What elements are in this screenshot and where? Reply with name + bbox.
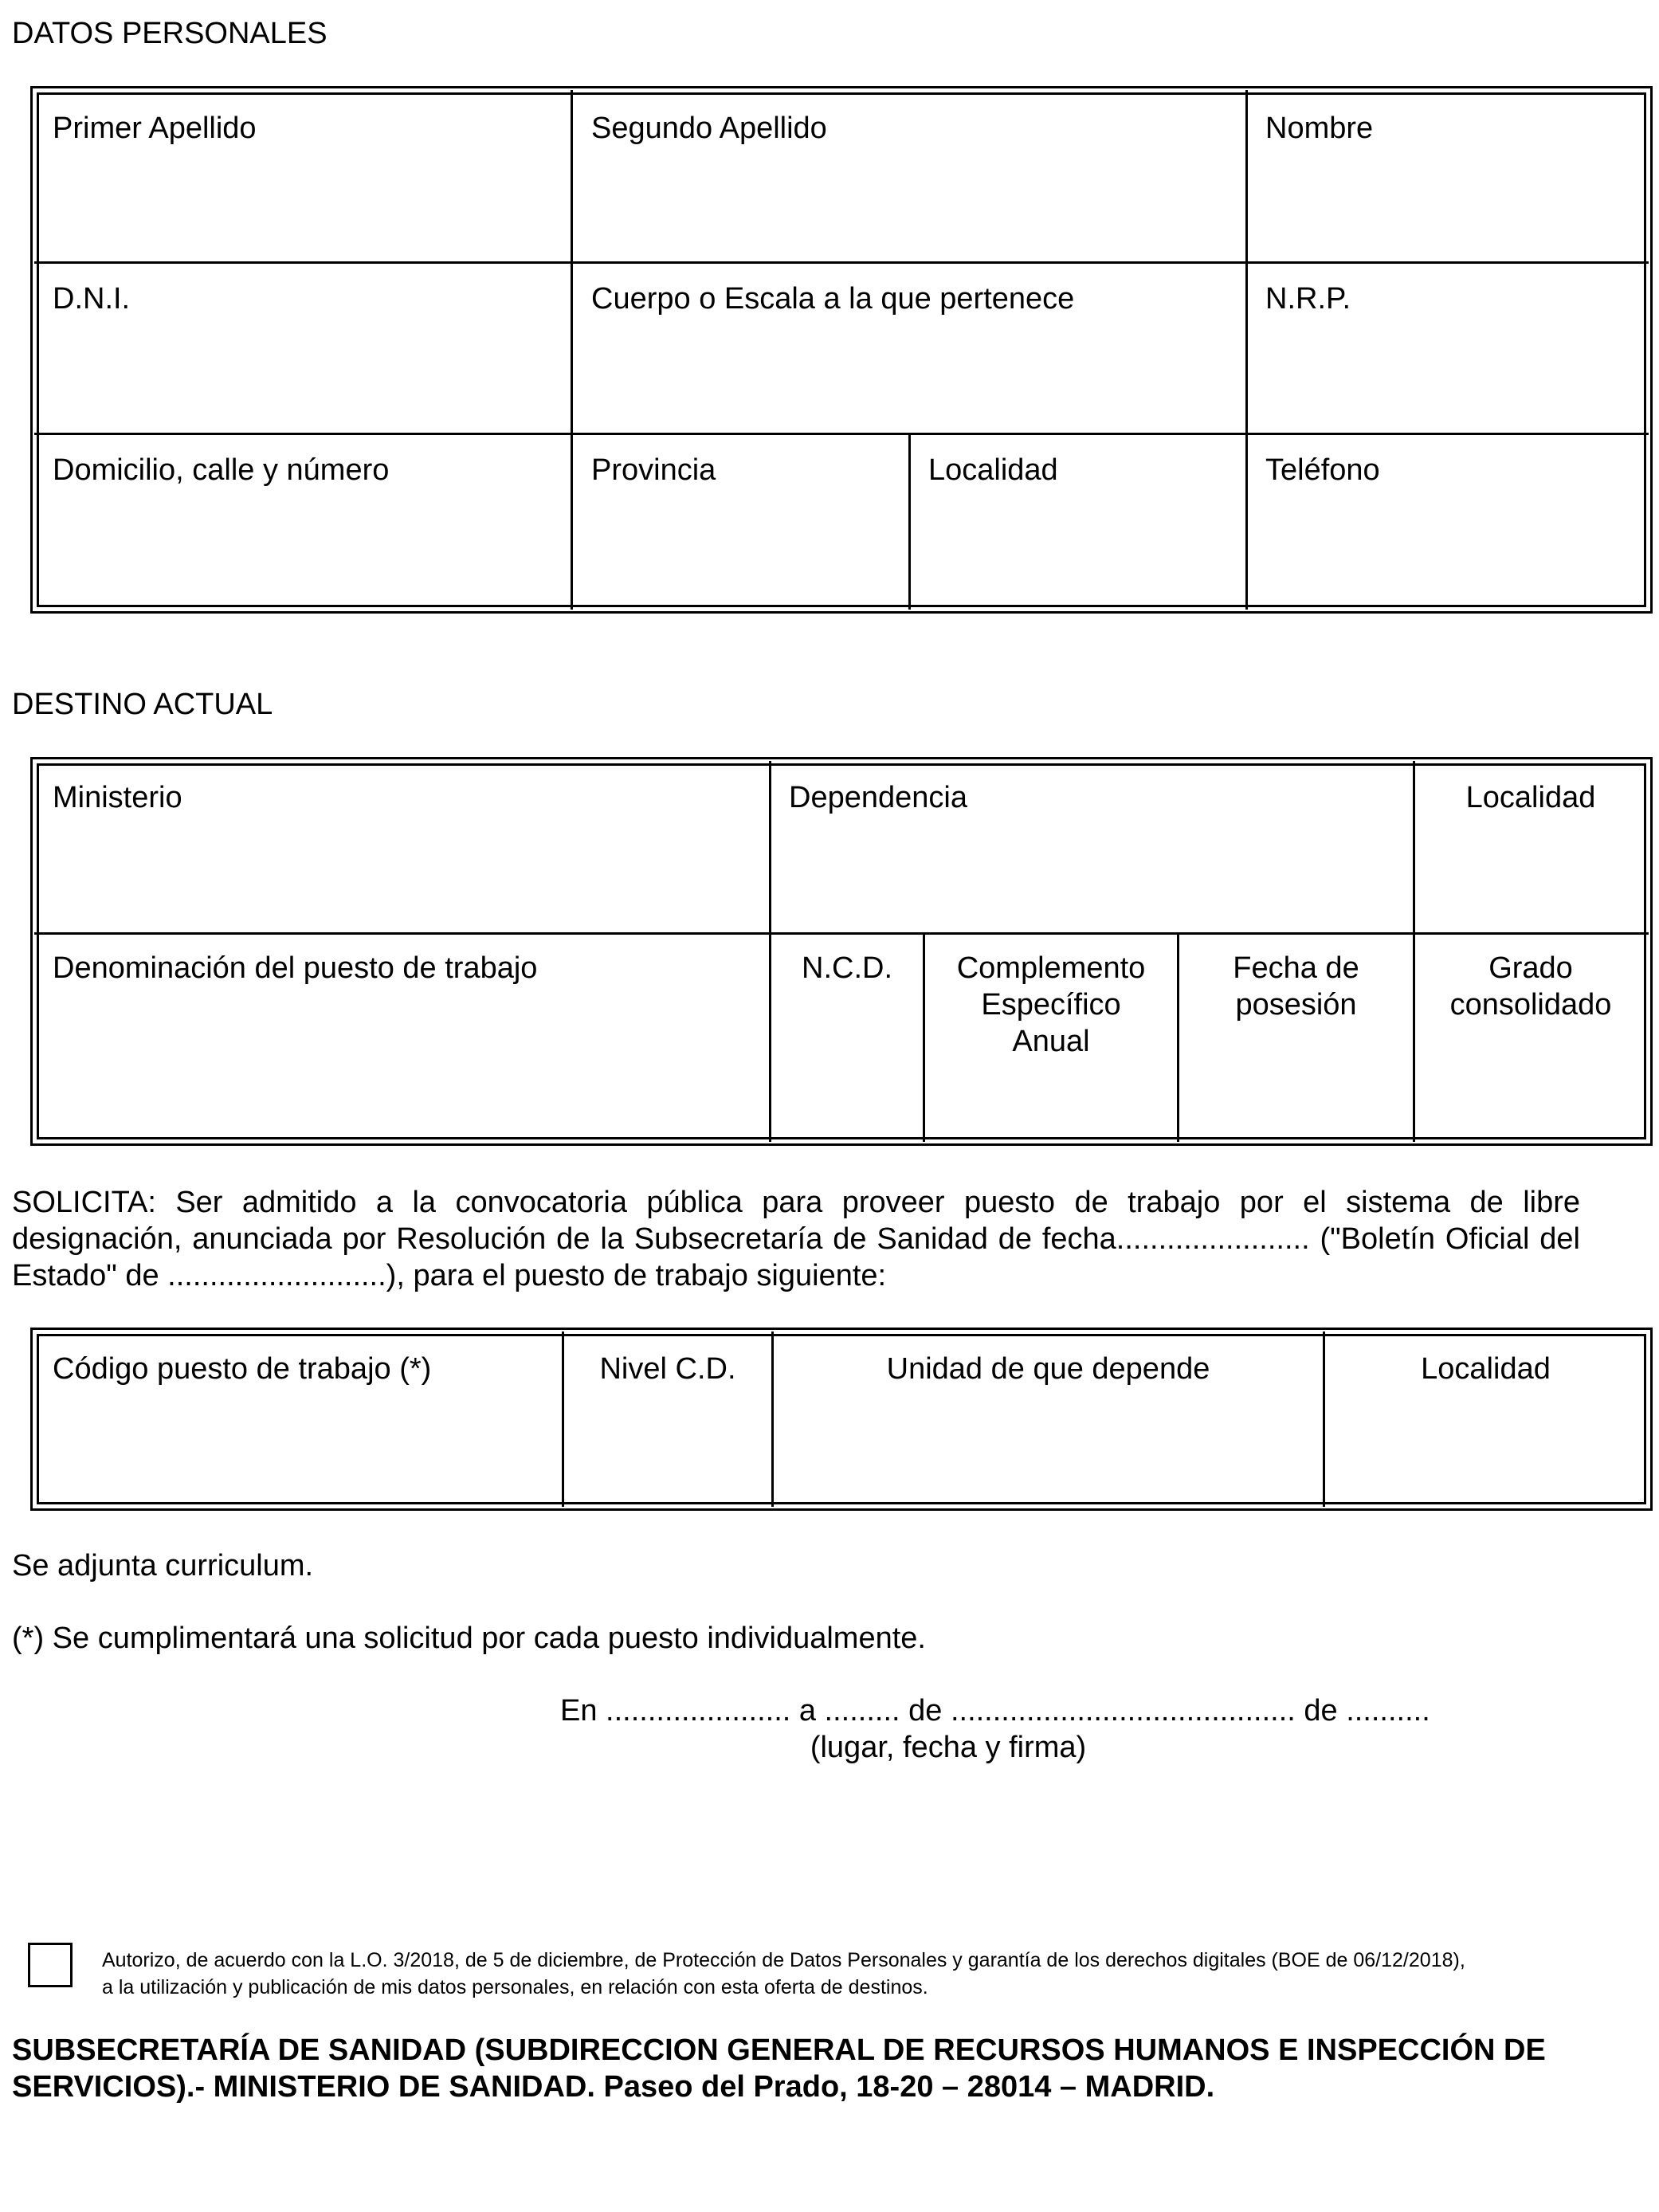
nombre-field[interactable]: Nombre xyxy=(1265,112,1374,145)
grado-line-2: consolidado xyxy=(1449,988,1612,1022)
destino-localidad-field[interactable]: Localidad xyxy=(1465,781,1596,814)
ministerio-field[interactable]: Ministerio xyxy=(53,781,182,814)
telefono-field[interactable]: Teléfono xyxy=(1265,453,1380,487)
grado-line-1: Grado xyxy=(1488,951,1573,985)
dependencia-field[interactable]: Dependencia xyxy=(789,781,967,814)
dni-field[interactable]: D.N.I. xyxy=(53,282,131,316)
primer-apellido-field[interactable]: Primer Apellido xyxy=(53,112,257,145)
provincia-field[interactable]: Provincia xyxy=(591,453,716,487)
complemento-line-2: Específico xyxy=(981,988,1121,1022)
fecha-line: En ...................... a ......... de ......................................... de .......... xyxy=(560,1694,1430,1728)
fecha-posesion-field[interactable] xyxy=(1179,950,1413,1023)
fecha-line-1: Fecha de xyxy=(1233,951,1359,985)
ncd-field[interactable]: N.C.D. xyxy=(802,951,892,985)
curriculum-note: Se adjunta curriculum. xyxy=(12,1549,314,1583)
unidad-field[interactable]: Unidad de que depende xyxy=(886,1352,1210,1386)
datos-personales-table xyxy=(30,86,1653,614)
fecha-caption: (lugar, fecha y firma) xyxy=(810,1731,1087,1764)
complemento-line-1: Complemento xyxy=(956,951,1146,985)
datos-personales-heading: DATOS PERSONALES xyxy=(12,17,327,50)
nrp-field[interactable]: N.R.P. xyxy=(1265,282,1351,316)
domicilio-field[interactable]: Domicilio, calle y número xyxy=(53,453,390,487)
complemento-line-3: Anual xyxy=(1012,1025,1090,1058)
grado-consolidado-field[interactable] xyxy=(1415,950,1646,1023)
autorizo-checkbox[interactable] xyxy=(28,1943,73,1987)
nivel-cd-field[interactable]: Nivel C.D. xyxy=(599,1352,736,1386)
complemento-field[interactable] xyxy=(925,950,1177,1060)
destino-actual-heading: DESTINO ACTUAL xyxy=(12,688,273,721)
segundo-apellido-field[interactable]: Segundo Apellido xyxy=(591,112,827,145)
fecha-line-2: posesión xyxy=(1235,988,1357,1022)
cuerpo-escala-field[interactable]: Cuerpo o Escala a la que pertenece xyxy=(591,282,1075,316)
localidad-field[interactable]: Localidad xyxy=(928,453,1058,487)
solicita-paragraph: SOLICITA: Ser admitido a la convocatoria pública para proveer puesto de trabajo por el sistema de libre designación, anunciada por Resolución de la Subsecretaría de Sanidad de fecha....................... ("Boletín Oficial del Estado" de ..........................), para el puesto de trabajo siguiente: xyxy=(12,1186,1580,1292)
codigo-puesto-field[interactable]: Código puesto de trabajo (*) xyxy=(53,1352,432,1386)
denominacion-field[interactable]: Denominación del puesto de trabajo xyxy=(53,951,538,985)
puesto-localidad-field[interactable]: Localidad xyxy=(1421,1352,1551,1386)
asterisk-note: (*) Se cumplimentará una solicitud por cada puesto individualmente. xyxy=(12,1622,926,1655)
autorizo-text: Autorizo, de acuerdo con la L.O. 3/2018, de 5 de diciembre, de Protección de Datos Personales y garantía de los derechos digitales (BOE de 06/12/2018), a la utilización y publicación de mis datos personales, en relación con esta oferta de destinos. xyxy=(102,1949,1465,1998)
subsecretaria-address: SUBSECRETARÍA DE SANIDAD (SUBDIRECCION GENERAL DE RECURSOS HUMANOS E INSPECCIÓN DE SERVICIOS).- MINISTERIO DE SANIDAD. Paseo del Prado, 18-20 – 28014 – MADRID. xyxy=(12,2034,1546,2104)
